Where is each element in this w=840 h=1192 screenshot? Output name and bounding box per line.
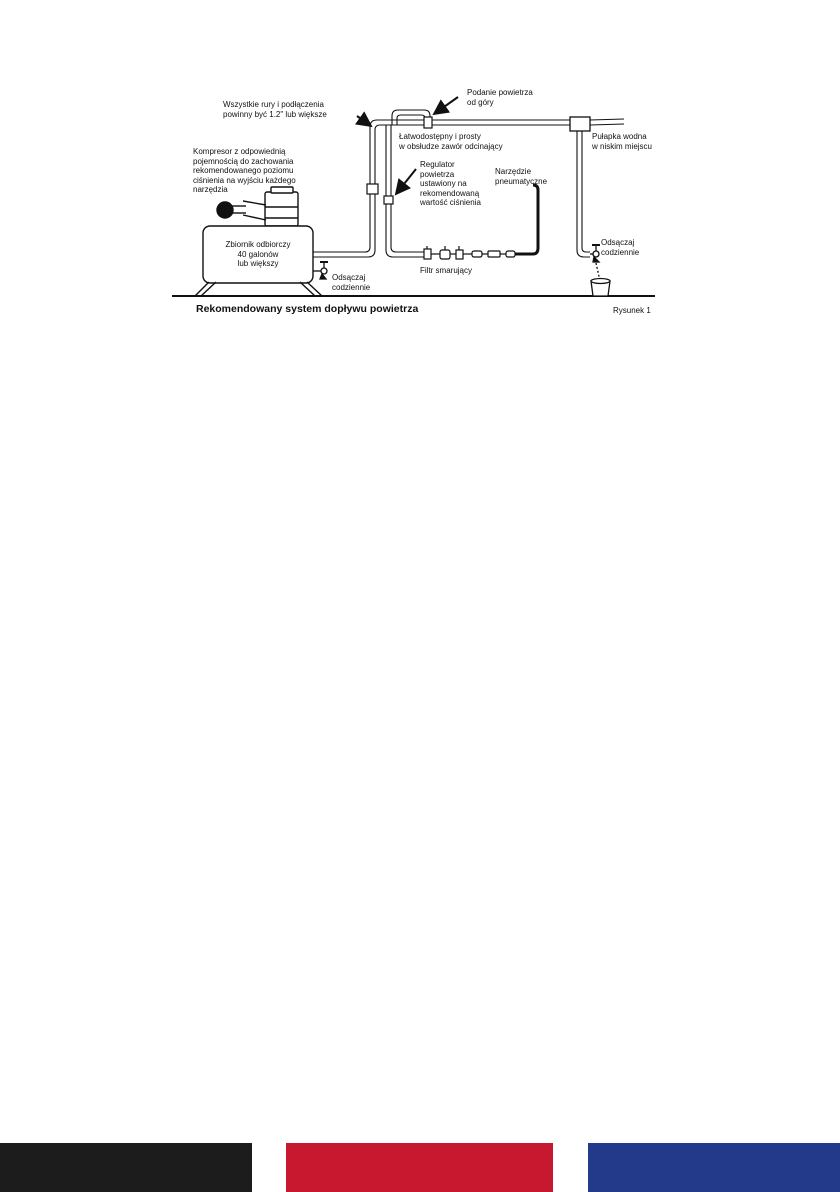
label-filter-lubricator: Filtr smarujący	[420, 266, 473, 275]
figure-number: Rysunek 1	[613, 306, 651, 315]
label-air-supply-top: Podanie powietrza od góry	[467, 88, 533, 107]
label-drain-right: Odsączaj codziennie	[601, 238, 640, 257]
arrow-air-supply	[434, 97, 458, 114]
label-drain-left: Odsączaj codziennie	[332, 273, 371, 292]
arrow-regulator	[396, 169, 416, 194]
footer-band-red	[286, 1143, 553, 1192]
label-tank: Zbiornik odbiorczy 40 galonów lub większy	[225, 240, 291, 268]
drain-valve-right	[590, 245, 600, 281]
label-pneumatic-tool: Narzędzie pneumatyczne	[495, 167, 548, 186]
footer-band-blue	[588, 1143, 840, 1192]
footer-band-black	[0, 1143, 252, 1192]
drain-valve-left	[313, 262, 328, 279]
riser-fitting	[367, 184, 378, 194]
label-pipes-note: Wszystkie rury i podłączenia powinny być 1.2" lub większe	[223, 100, 327, 119]
label-water-trap: Pułapka wodna w niskim miejscu	[592, 132, 653, 151]
figure-caption: Rekomendowany system dopływu powietrza	[196, 303, 419, 315]
regulator-fitting	[384, 196, 393, 204]
label-regulator: Regulator powietrza ustawiony na rekomendowaną wartość ciśnienia	[420, 160, 481, 207]
filter-lubricator-line	[424, 246, 515, 259]
water-trap	[570, 117, 590, 131]
pneumatic-hose	[515, 185, 538, 254]
label-compressor: Kompresor z odpowiednią pojemnością do zachowania rekomendowanego poziomu ciśnienia na wyjściu każdego narzędzia	[193, 147, 296, 194]
shutoff-valve	[424, 117, 432, 128]
drain-bucket	[591, 279, 610, 297]
label-shutoff-valve: Łatwodostępny i prosty w obsłudze zawór odcinający	[399, 132, 503, 151]
arrow-pipes	[357, 116, 371, 126]
